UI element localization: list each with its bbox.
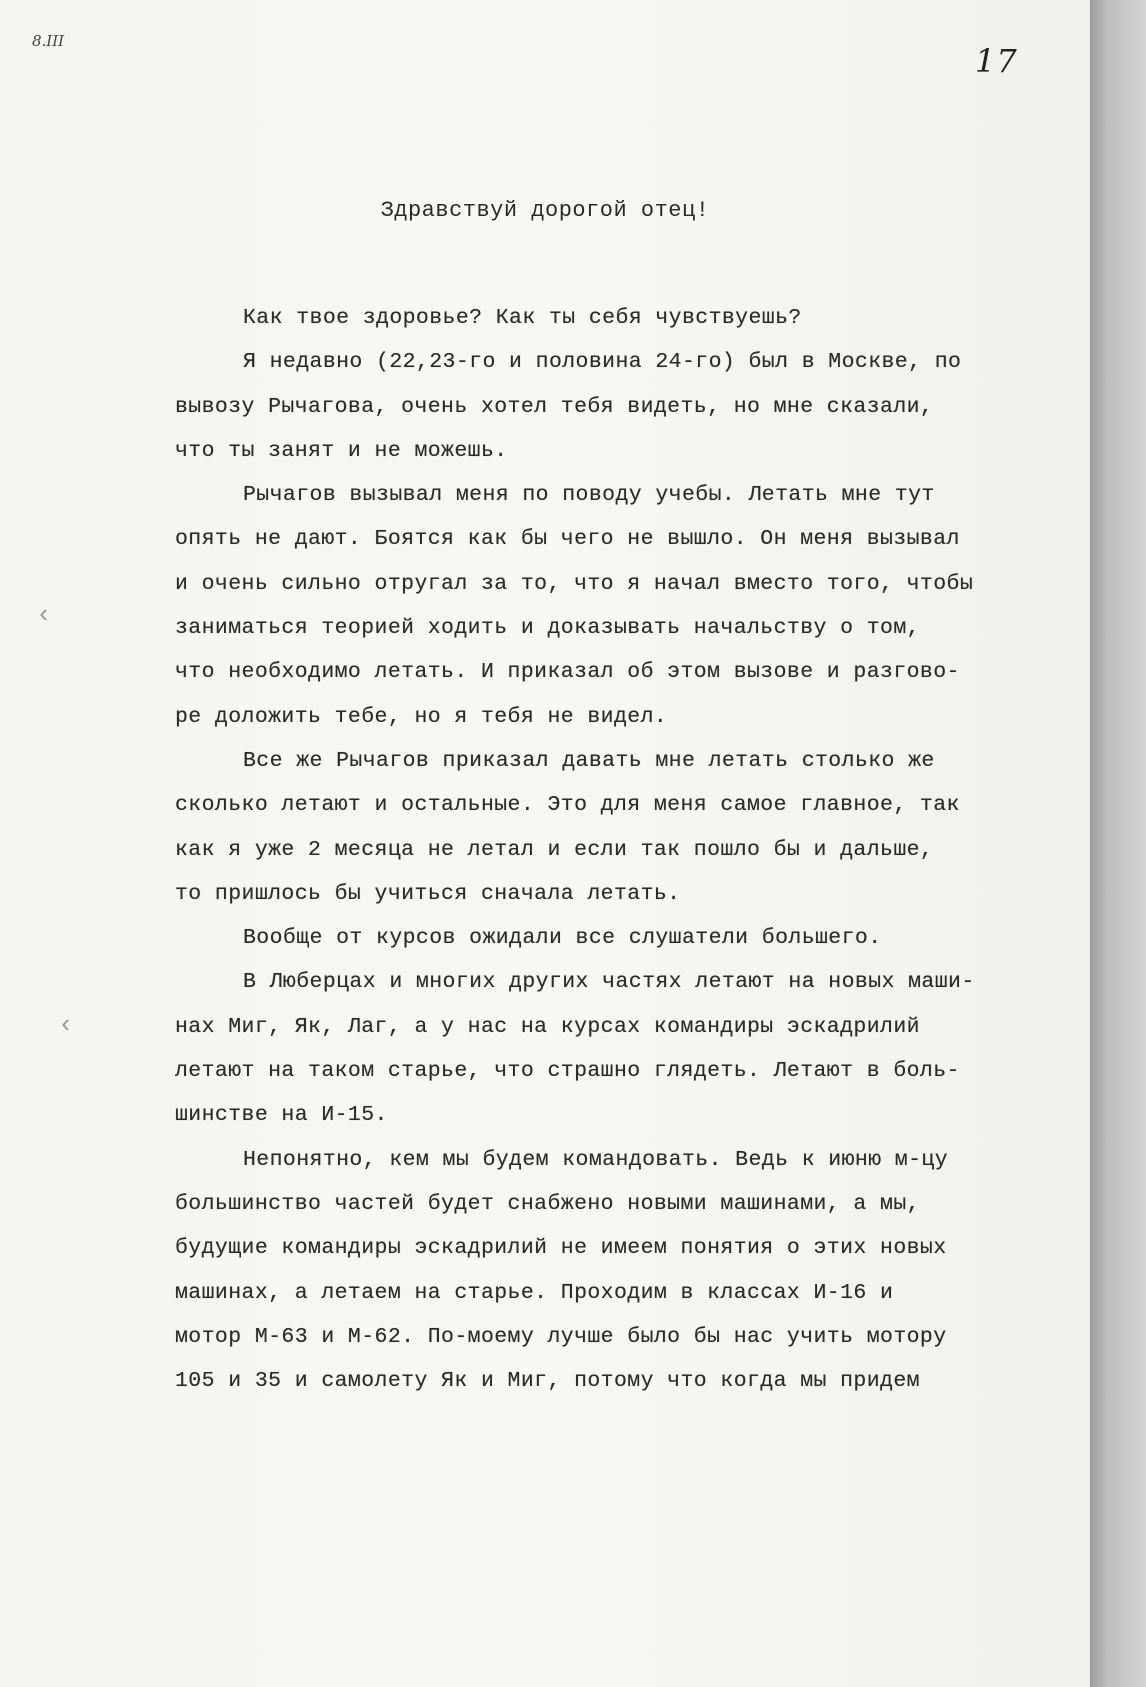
text-line: Вообще от курсов ожидали все слушатели большего. (243, 926, 882, 951)
text-line: Рычагов вызывал меня по поводу учебы. Летать мне тут (243, 483, 935, 508)
text-line: мотор М-63 и М-62. По-моему лучше было бы нас учить мотору (175, 1324, 947, 1349)
letter-greeting: Здравствуй дорогой отец! (380, 198, 710, 223)
margin-note: 8.III (32, 32, 65, 50)
text-line: опять не дают. Боятся как бы чего не вышло. Он меня вызывал (175, 527, 960, 552)
text-line: и очень сильно отругал за то, что я начал вместо того, чтобы (175, 571, 974, 596)
margin-mark: ‹ (36, 600, 52, 630)
text-line: машинах, а летаем на старье. Проходим в классах И-16 и (175, 1280, 894, 1305)
text-line: 105 и 35 и самолету Як и Миг, потому что когда мы придем (175, 1369, 920, 1394)
scan-background-edge (1090, 0, 1146, 1687)
text-line: то пришлось бы учиться сначала летать. (175, 881, 681, 906)
text-line: летают на таком старье, что страшно глядеть. Летают в боль- (175, 1059, 960, 1084)
text-line: нах Миг, Як, Лаг, а у нас на курсах командиры эскадрилий (175, 1014, 920, 1039)
letter-body (175, 296, 1035, 1403)
text-line: сколько летают и остальные. Это для меня самое главное, так (175, 793, 960, 818)
text-line: Непонятно, кем мы будем командовать. Ведь к июню м-цу (243, 1147, 949, 1172)
text-line: что ты занят и не можешь. (175, 438, 508, 463)
text-line: Все же Рычагов приказал давать мне летать столько же (243, 748, 935, 773)
text-line: вывозу Рычагова, очень хотел тебя видеть, но мне сказали, (175, 394, 934, 419)
text-line: что необходимо летать. И приказал об этом вызове и разгово- (175, 660, 960, 685)
text-line: Как твое здоровье? Как ты себя чувствуешь? (243, 306, 802, 330)
text-line: шинстве на И-15. (175, 1103, 388, 1128)
text-line: В Люберцах и многих других частях летают на новых маши- (243, 970, 975, 995)
page-number: 17 (975, 42, 1018, 80)
text-line: ре доложить тебе, но я тебя не видел. (175, 704, 668, 729)
text-line: большинство частей будет снабжено новыми машинами, а мы, (175, 1191, 920, 1216)
text-line: Я недавно (22,23-го и половина 24-го) был в Москве, по (243, 350, 962, 375)
text-line: будущие командиры эскадрилий не имеем понятия о этих новых (175, 1236, 947, 1261)
text-line: заниматься теорией ходить и доказывать начальству о том, (175, 616, 920, 641)
margin-mark: ‹ (58, 1010, 74, 1040)
text-line: как я уже 2 месяца не летал и если так пошло бы и дальше, (175, 837, 934, 862)
